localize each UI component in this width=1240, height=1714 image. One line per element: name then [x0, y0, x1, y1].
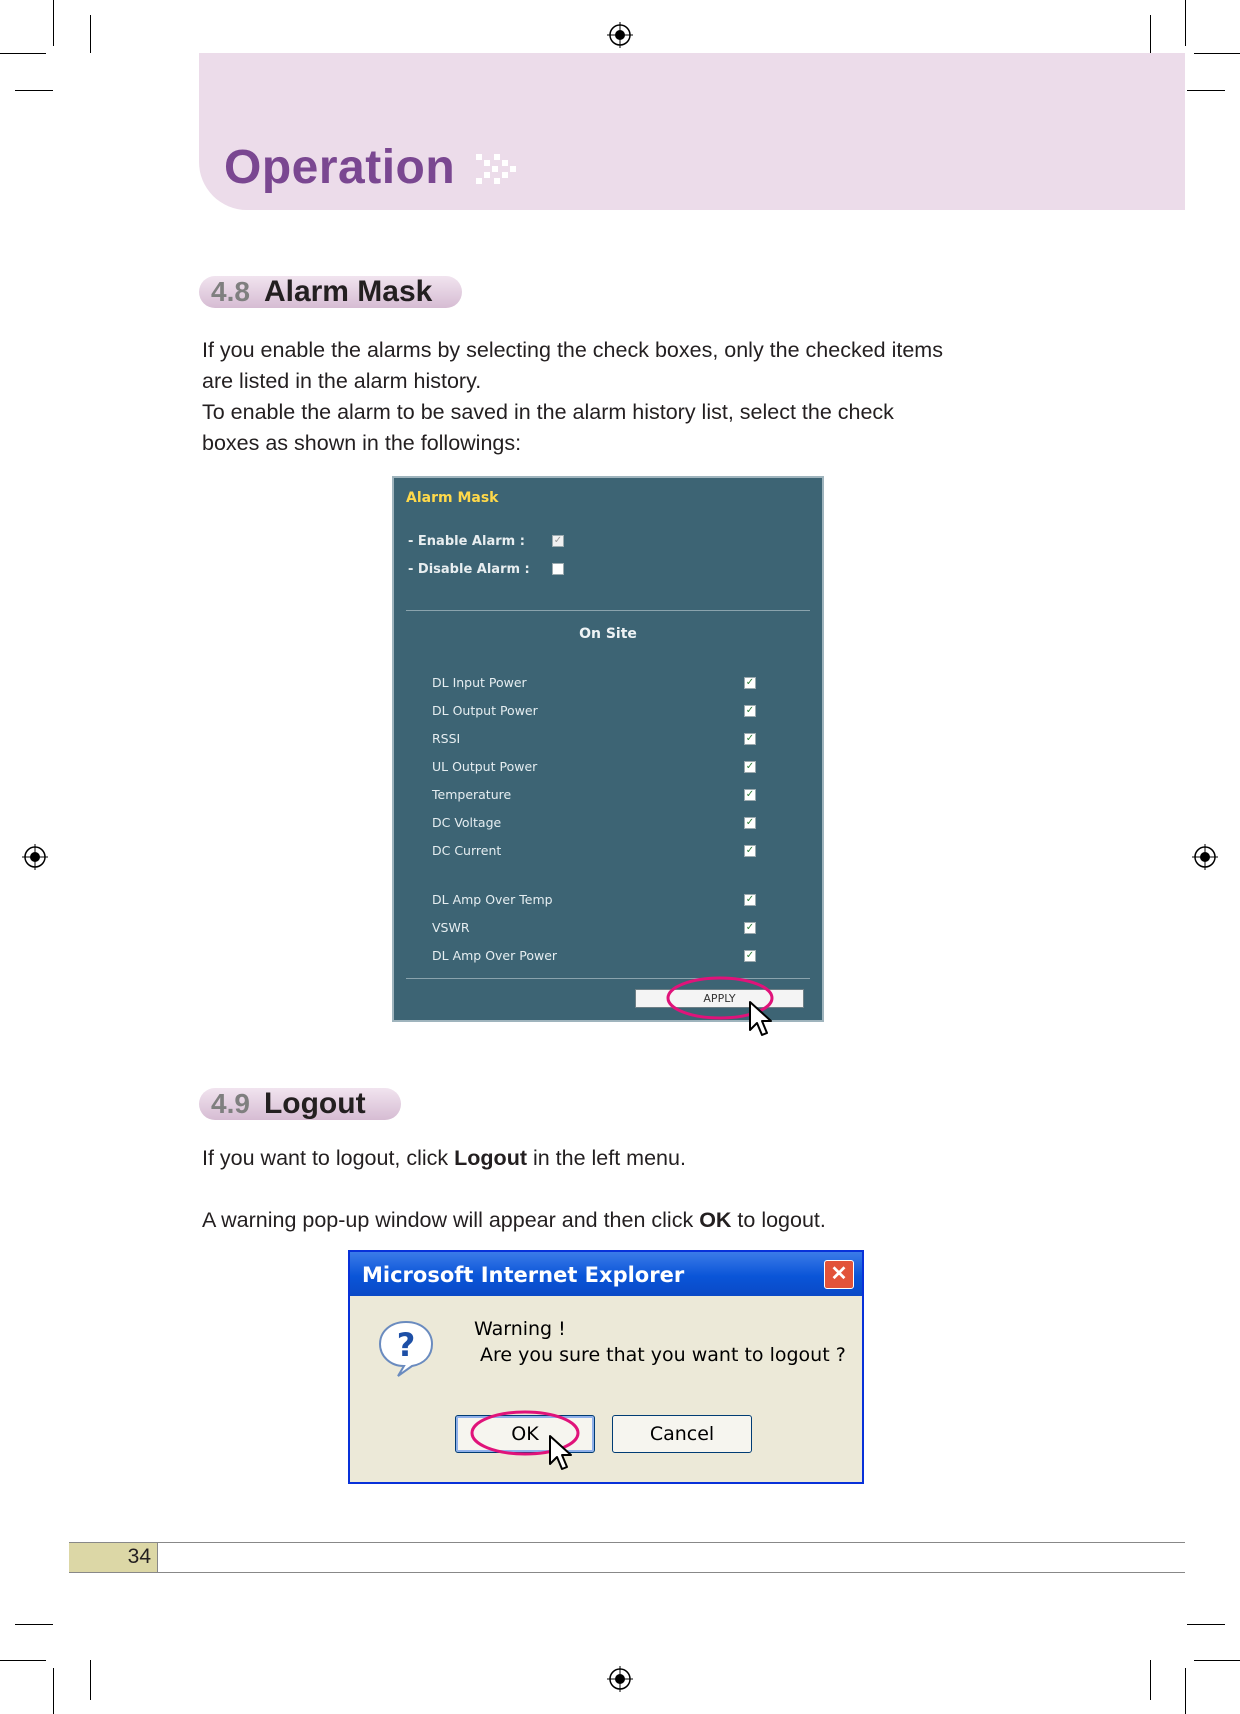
crop-mark: [15, 90, 53, 91]
on-site-heading: On Site: [579, 626, 637, 642]
ok-button[interactable]: OK: [455, 1415, 595, 1453]
section-heading-logout: [199, 1088, 401, 1120]
registration-mark-icon: [607, 22, 633, 48]
paragraph-line: boxes as shown in the followings:: [202, 431, 522, 455]
section-title: Alarm Mask: [263, 275, 433, 308]
text-run: A warning pop-up window will appear and then click: [202, 1208, 700, 1232]
footer-rule: [69, 1542, 1185, 1543]
alarm-mask-description: [202, 335, 943, 459]
alarm-item-label: Temperature: [432, 787, 512, 802]
alarm-mask-title: Alarm Mask: [406, 490, 499, 506]
crop-mark: [1150, 1660, 1151, 1700]
alarm-item-label: DL Amp Over Power: [432, 948, 558, 963]
enable-alarm-label: - Enable Alarm :: [408, 534, 525, 549]
paragraph-line: To enable the alarm to be saved in the alarm history list, select the check: [202, 400, 894, 424]
section-number: 4.8: [211, 276, 250, 307]
text-run-bold: Logout: [454, 1146, 527, 1170]
section-heading-alarm-mask: [199, 276, 462, 308]
crop-mark: [0, 53, 46, 54]
alarm-item-label: RSSI: [432, 731, 461, 746]
question-icon: [374, 1316, 438, 1380]
logout-instruction: [202, 1143, 686, 1174]
crop-mark: [1185, 0, 1186, 46]
dialog-message-body: Are you sure that you want to logout ?: [474, 1344, 846, 1366]
logout-confirm-dialog: [348, 1250, 864, 1484]
logout-confirm-instruction: [202, 1205, 826, 1236]
alarm-item-checkbox[interactable]: ✓: [745, 817, 755, 828]
crop-mark: [15, 1624, 53, 1625]
crop-mark: [1194, 1660, 1240, 1661]
apply-button[interactable]: APPLY: [635, 989, 804, 1008]
crop-mark: [90, 15, 91, 53]
alarm-item-checkbox[interactable]: ✓: [745, 677, 755, 688]
text-run: If you want to logout, click: [202, 1146, 455, 1170]
alarm-item-checkbox[interactable]: ✓: [745, 922, 755, 933]
alarm-item-checkbox[interactable]: ✓: [745, 894, 755, 905]
alarm-item-checkbox[interactable]: ✓: [745, 950, 755, 961]
chapter-title: Operation: [224, 141, 456, 194]
dialog-title: Microsoft Internet Explorer: [362, 1263, 685, 1287]
crop-mark: [1187, 1624, 1225, 1625]
alarm-item-checkbox[interactable]: ✓: [745, 705, 755, 716]
alarm-item-label: DC Voltage: [432, 815, 502, 830]
paragraph-line: are listed in the alarm history.: [202, 369, 482, 393]
alarm-item-label: DC Current: [432, 843, 502, 858]
section-title: Logout: [263, 1087, 366, 1120]
registration-mark-icon: [607, 1666, 633, 1692]
mouse-pointer-icon: [548, 1434, 574, 1472]
crop-mark: [0, 1660, 46, 1661]
alarm-item-label: DL Input Power: [432, 675, 527, 690]
disable-alarm-label: - Disable Alarm :: [408, 562, 530, 577]
alarm-mask-screenshot: [392, 476, 824, 1022]
page-number: 34: [127, 1545, 151, 1568]
crop-mark: [1194, 53, 1240, 54]
svg-text:?: ?: [396, 1326, 416, 1364]
alarm-item-label: UL Output Power: [432, 759, 538, 774]
crop-mark: [53, 0, 54, 46]
dialog-message-title: Warning !: [474, 1318, 566, 1340]
double-chevron-icon: [474, 150, 522, 190]
crop-mark: [90, 1660, 91, 1700]
alarm-item-label: VSWR: [432, 920, 470, 935]
alarm-item-label: DL Amp Over Temp: [432, 892, 553, 907]
footer-divider: [157, 1542, 158, 1572]
crop-mark: [1187, 90, 1225, 91]
disable-alarm-checkbox[interactable]: [552, 563, 564, 575]
close-button[interactable]: ✕: [824, 1260, 854, 1289]
paragraph-line: If you enable the alarms by selecting the check boxes, only the checked items: [202, 338, 943, 362]
mouse-pointer-icon: [748, 1000, 774, 1038]
cancel-button[interactable]: Cancel: [612, 1415, 752, 1453]
alarm-item-checkbox[interactable]: ✓: [745, 733, 755, 744]
dialog-titlebar: [350, 1252, 862, 1296]
section-number: 4.9: [211, 1088, 250, 1119]
alarm-item-checkbox[interactable]: ✓: [745, 761, 755, 772]
alarm-item-label: DL Output Power: [432, 703, 538, 718]
crop-mark: [1185, 1668, 1186, 1714]
divider: [406, 610, 810, 611]
registration-mark-icon: [1192, 844, 1218, 870]
text-run: to logout.: [731, 1208, 826, 1232]
footer-rule: [69, 1572, 1185, 1573]
crop-mark: [53, 1668, 54, 1714]
registration-mark-icon: [22, 844, 48, 870]
crop-mark: [1150, 15, 1151, 53]
text-run: in the left menu.: [526, 1146, 686, 1170]
enable-alarm-checkbox[interactable]: ✓: [553, 535, 563, 546]
alarm-item-checkbox[interactable]: ✓: [745, 845, 755, 856]
alarm-item-checkbox[interactable]: ✓: [745, 789, 755, 800]
text-run-bold: OK: [699, 1208, 732, 1232]
